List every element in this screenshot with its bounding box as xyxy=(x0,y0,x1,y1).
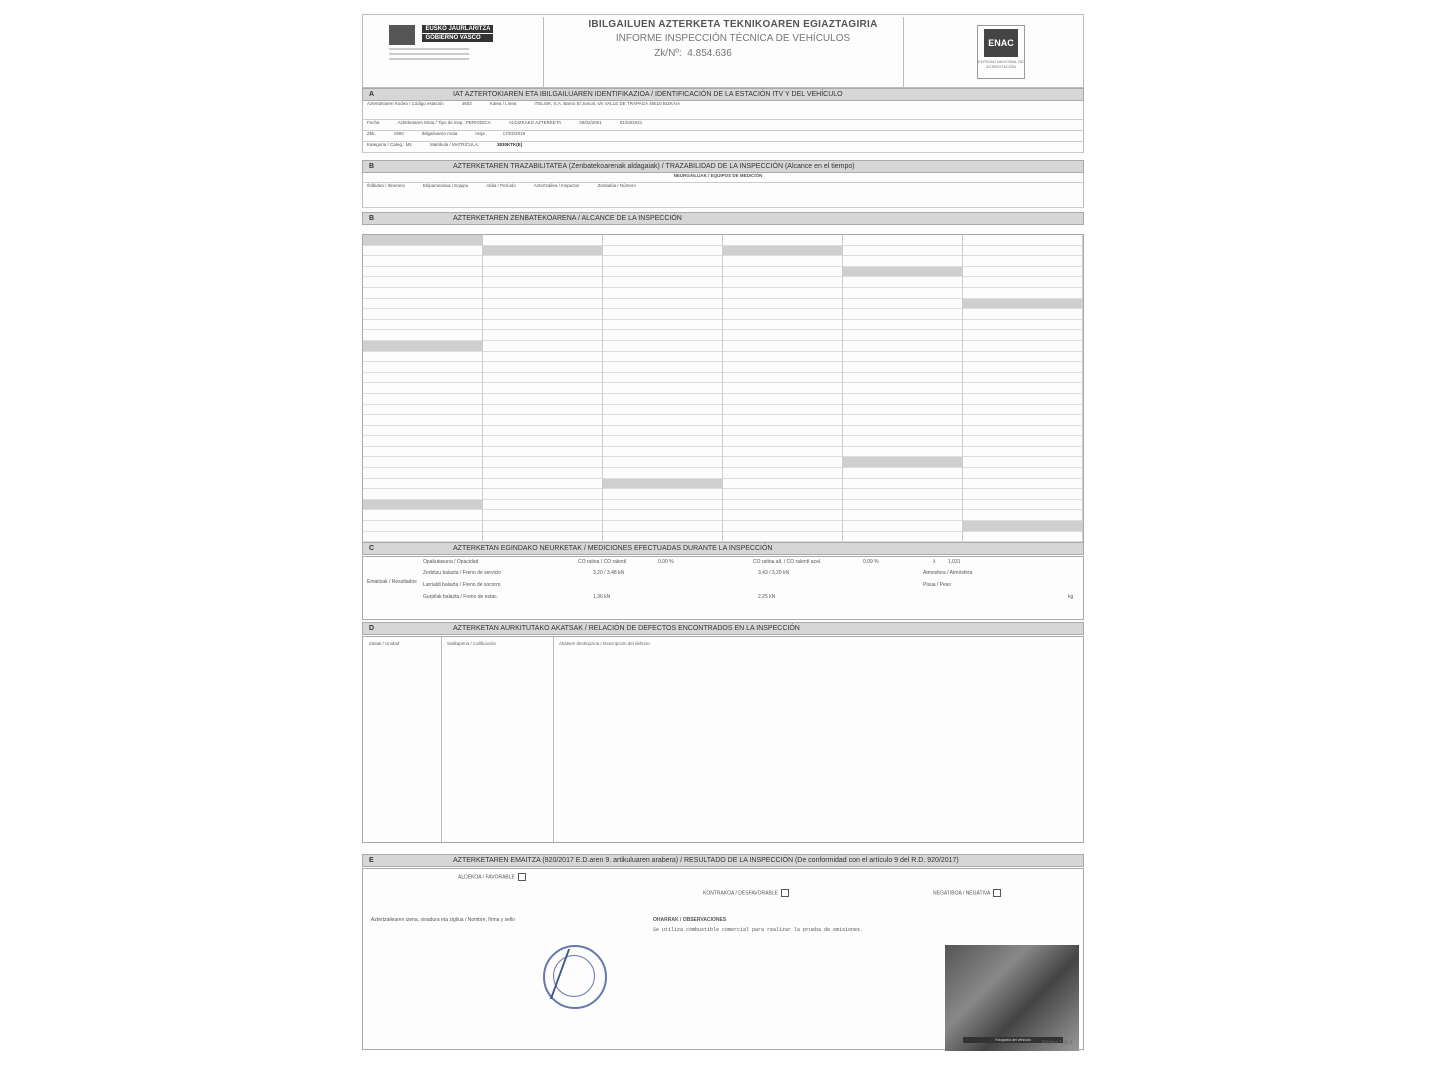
scope-cell xyxy=(483,299,603,310)
scope-cell xyxy=(363,500,483,511)
inspection-document xyxy=(360,12,1085,1052)
scope-cell xyxy=(483,309,603,320)
scope-cell xyxy=(603,288,723,299)
scope-cell xyxy=(723,489,843,500)
scope-cell xyxy=(843,330,963,341)
scope-cell xyxy=(723,352,843,363)
scope-cell xyxy=(603,299,723,310)
scope-cell xyxy=(963,352,1083,363)
scope-cell xyxy=(603,521,723,532)
scope-cell xyxy=(603,489,723,500)
scope-cell xyxy=(843,352,963,363)
scope-cell xyxy=(723,373,843,384)
scope-cell xyxy=(363,383,483,394)
scope-cell xyxy=(723,299,843,310)
scope-cell xyxy=(603,405,723,416)
scope-cell xyxy=(963,277,1083,288)
station-row-2: Fecha Azterketaren Mota / Tipo de insp.: PERIODICA ALDIZKAKO AZTERKETA 28/02/2001 01/03/2021 xyxy=(362,120,1084,131)
scope-cell xyxy=(603,468,723,479)
scope-cell xyxy=(723,426,843,437)
scope-cell xyxy=(363,362,483,373)
defects-col-rating: Sailkapena / Calificación xyxy=(447,641,497,646)
scope-cell xyxy=(483,436,603,447)
scope-cell xyxy=(843,521,963,532)
scope-cell xyxy=(363,309,483,320)
co-high-label: CO ratioa alt. / CO ralentí acel. xyxy=(753,559,822,565)
number-label: Zk/Nº: xyxy=(654,48,682,59)
weight-label: Pisua / Peso xyxy=(923,582,952,588)
scope-cell xyxy=(963,394,1083,405)
scope-cell xyxy=(963,341,1083,352)
scope-cell xyxy=(363,415,483,426)
scope-cell xyxy=(963,521,1083,532)
scope-cell xyxy=(363,510,483,521)
scope-cell xyxy=(603,330,723,341)
scope-cell xyxy=(963,436,1083,447)
scope-cell xyxy=(963,256,1083,267)
scope-cell xyxy=(603,309,723,320)
coat-of-arms-icon xyxy=(389,25,415,45)
scope-cell xyxy=(723,500,843,511)
scope-cell xyxy=(963,479,1083,490)
scope-cell xyxy=(723,320,843,331)
section-e-header: E AZTERKETAREN EMAITZA (920/2017 E.D.aren 9. artikuluaren arabera) / RESULTADO DE LA INSPECCIÓN (De conformidad con el artículo 9 del R.D. 920/2017) xyxy=(362,854,1084,867)
scope-cell xyxy=(483,341,603,352)
negative-checkbox[interactable] xyxy=(993,889,1001,897)
scope-cell xyxy=(363,235,483,246)
brake-service-label: Zerbitzu balazta / Freno de servicio xyxy=(423,570,502,576)
scope-cell xyxy=(963,468,1083,479)
weight-unit: kg xyxy=(1068,594,1074,600)
document-header xyxy=(362,14,1084,88)
result-negative: NEGATIBOA / NEGATIVA xyxy=(933,889,1001,897)
gov-name-eu: EUSKO JAURLARITZA xyxy=(422,25,493,33)
photo-caption: Fotografía del vehículo xyxy=(963,1037,1063,1043)
observations-label: OHARRAK / OBSERVACIONES xyxy=(653,917,727,923)
scope-cell xyxy=(843,277,963,288)
scope-cell xyxy=(363,468,483,479)
scope-cell xyxy=(603,277,723,288)
results-label: Emaitzak / Resultados xyxy=(367,579,417,585)
result-section xyxy=(362,868,1084,1050)
co-value: 0,00 % xyxy=(658,559,674,565)
scope-cell xyxy=(483,521,603,532)
scope-cell xyxy=(843,479,963,490)
scope-cell xyxy=(963,299,1083,310)
scope-cell xyxy=(483,277,603,288)
scope-cell xyxy=(963,373,1083,384)
scope-cell xyxy=(363,479,483,490)
result-unfavorable: KONTRAKOA / DESFAVORABLE xyxy=(703,889,789,897)
scope-cell xyxy=(723,362,843,373)
scope-cell xyxy=(963,415,1083,426)
scope-cell xyxy=(963,510,1083,521)
vehicle-photo xyxy=(945,945,1079,1051)
scope-cell xyxy=(363,352,483,363)
scope-cell xyxy=(483,352,603,363)
scope-cell xyxy=(363,277,483,288)
scope-cell xyxy=(723,468,843,479)
scope-cell xyxy=(963,489,1083,500)
scope-cell xyxy=(963,447,1083,458)
scope-cell xyxy=(483,426,603,437)
defects-col-description: Akatsen deskripzioa / Descripción del defecto xyxy=(559,641,650,646)
scope-cell xyxy=(603,267,723,278)
section-a-header: A IAT AZTERTOKIAREN ETA IBILGAILUAREN IDENTIFIKAZIOA / IDENTIFICACIÓN DE LA ESTACIÓN ITV Y DEL VEHÍCULO xyxy=(362,88,1084,101)
scope-cell xyxy=(843,362,963,373)
scope-cell xyxy=(363,532,483,543)
scope-cell xyxy=(843,436,963,447)
scope-cell xyxy=(603,457,723,468)
scope-cell xyxy=(843,532,963,543)
scope-cell xyxy=(363,373,483,384)
title-basque: IBILGAILUEN AZTERKETA TEKNIKOAREN EGIAZTAGIRIA xyxy=(588,19,878,30)
scope-cell xyxy=(963,320,1083,331)
scope-cell xyxy=(723,246,843,257)
scope-cell xyxy=(963,288,1083,299)
scope-cell xyxy=(483,415,603,426)
equipment-subheader: NEURGAILUAK / EQUIPOS DE MEDICIÓN xyxy=(362,173,1084,183)
scope-cell xyxy=(963,267,1083,278)
scope-cell xyxy=(843,457,963,468)
scope-cell xyxy=(363,447,483,458)
section-b1-header: B AZTERKETAREN TRAZABILITATEA (Zenbatekoarenak aldagaiak) / TRAZABILIDAD DE LA INSPECCIÓN (Alcance en el tiempo) xyxy=(362,160,1084,173)
scope-cell xyxy=(843,405,963,416)
scope-cell xyxy=(603,500,723,511)
scope-cell xyxy=(843,267,963,278)
scope-cell xyxy=(363,426,483,437)
scope-cell xyxy=(363,405,483,416)
scope-cell xyxy=(723,447,843,458)
section-d-header: D AZTERKETAN AURKITUTAKO AKATSAK / RELACIÓN DE DEFECTOS ENCONTRADOS EN LA INSPECCIÓN xyxy=(362,622,1084,635)
scope-cell xyxy=(723,288,843,299)
scope-cell xyxy=(963,330,1083,341)
scope-cell xyxy=(843,500,963,511)
scope-cell xyxy=(483,320,603,331)
scope-cell xyxy=(963,235,1083,246)
scope-cell xyxy=(843,426,963,437)
scope-cell xyxy=(843,299,963,310)
scope-cell xyxy=(723,267,843,278)
scope-cell xyxy=(363,256,483,267)
unfavorable-checkbox[interactable] xyxy=(781,889,789,897)
defects-col-unit: Zatiak / Unidad xyxy=(369,641,400,646)
scope-cell xyxy=(843,309,963,320)
brake-value-3: 1,36 kN xyxy=(593,594,611,600)
scope-cell xyxy=(843,341,963,352)
scope-cell xyxy=(723,479,843,490)
brake-value-1: 3,20 / 3,48 kN xyxy=(593,570,625,576)
section-b2-header: B AZTERKETAREN ZENBATEKOARENA / ALCANCE DE LA INSPECCIÓN xyxy=(362,212,1084,225)
signature-label: Aztertzailearen izena, sinadura eta zigilua / Nombre, firma y sello xyxy=(371,917,515,923)
station-row-4: Kategoria / Categ.: M1 Matrikula / MATRÍCULA: 3830KTK(E) xyxy=(362,142,1084,153)
scope-cell xyxy=(843,447,963,458)
scope-cell xyxy=(723,383,843,394)
scope-cell xyxy=(723,532,843,543)
scope-cell xyxy=(363,320,483,331)
scope-cell xyxy=(843,489,963,500)
scope-cell xyxy=(603,532,723,543)
scope-cell xyxy=(603,479,723,490)
favorable-checkbox[interactable] xyxy=(518,873,526,881)
scope-cell xyxy=(723,405,843,416)
scope-cell xyxy=(843,320,963,331)
scope-cell xyxy=(723,309,843,320)
scope-cell xyxy=(363,521,483,532)
scope-cell xyxy=(963,405,1083,416)
scope-cell xyxy=(363,394,483,405)
scope-cell xyxy=(483,489,603,500)
brake-value-2: 3,43 / 3,20 kN xyxy=(758,570,790,576)
lambda-label: λ xyxy=(933,559,936,565)
scope-cell xyxy=(483,405,603,416)
enac-logo: ENAC ENTIDAD NACIONAL DE ACREDITACIÓN xyxy=(977,25,1025,79)
scope-cell xyxy=(603,352,723,363)
scope-cell xyxy=(603,510,723,521)
station-row-1: Aztertokiaren Kodea / Código estación 4603 Kalea / Línea ITELSIK, S.A. Barrio El Juncal, s/n VALLE DE TRAPAGA 48510 BIZKAIA xyxy=(362,101,1084,120)
scope-cell xyxy=(363,267,483,278)
scope-cell xyxy=(603,426,723,437)
scope-cell xyxy=(363,341,483,352)
document-number: 4.854.636 xyxy=(687,48,732,59)
scope-cell xyxy=(363,457,483,468)
scope-cell xyxy=(723,394,843,405)
scope-cell xyxy=(723,457,843,468)
scope-cell xyxy=(843,510,963,521)
scope-cell xyxy=(963,246,1083,257)
scope-cell xyxy=(963,383,1083,394)
section-c-header: C AZTERKETAN EGINDAKO NEURKETAK / MEDICIONES EFECTUADAS DURANTE LA INSPECCIÓN xyxy=(362,542,1084,555)
page-footer: Página 1 de 1 xyxy=(1042,1040,1073,1046)
scope-cell xyxy=(363,330,483,341)
scope-cell xyxy=(363,489,483,500)
scope-cell xyxy=(603,362,723,373)
brake-emergency-label: Larrialdi balazta / Freno de socorro xyxy=(423,582,501,588)
station-row-3: Zbk. 1900 Ibilgailuaren mota Hoja 17/02/2019 xyxy=(362,131,1084,142)
scope-cell xyxy=(603,320,723,331)
scope-cell xyxy=(603,394,723,405)
scope-cell xyxy=(483,256,603,267)
scope-cell xyxy=(483,468,603,479)
brake-value-4: 2,25 kN xyxy=(758,594,776,600)
scope-cell xyxy=(483,394,603,405)
scope-cell xyxy=(483,383,603,394)
brake-parking-label: Gurpilak balazta / Freno de estac. xyxy=(423,594,499,600)
scope-cell xyxy=(603,256,723,267)
scope-cell xyxy=(603,383,723,394)
title-spanish: INFORME INSPECCIÓN TÉCNICA DE VEHÍCULOS xyxy=(615,33,851,44)
scope-cell xyxy=(723,256,843,267)
scope-cell xyxy=(603,447,723,458)
scope-cell xyxy=(483,362,603,373)
inspection-scope-grid xyxy=(362,234,1084,544)
scope-cell xyxy=(603,415,723,426)
result-favorable: ALDEKOA / FAVORABLE xyxy=(458,873,526,881)
scope-cell xyxy=(963,457,1083,468)
equipment-row: Ibilbidea / Itinerario Ekipamendua / Equipo Aldia / Período Aztertzailea / Inspector Zenbakia / Número xyxy=(362,183,1084,208)
scope-cell xyxy=(483,510,603,521)
gov-name-es: GOBIERNO VASCO xyxy=(422,34,493,42)
scope-cell xyxy=(843,256,963,267)
scope-cell xyxy=(723,341,843,352)
opacity-label: Opakutasuna / Opacidad xyxy=(423,559,479,565)
observation-text: Se utiliza combustible comercial para realizar la prueba de emisiones. xyxy=(653,927,864,933)
fuel-label: Atmosfera / Atmósfera xyxy=(923,570,973,576)
scope-cell xyxy=(363,246,483,257)
scope-cell xyxy=(843,288,963,299)
scope-cell xyxy=(723,330,843,341)
lambda-value: 1,031 xyxy=(948,559,961,565)
scope-cell xyxy=(603,436,723,447)
scope-cell xyxy=(723,436,843,447)
scope-cell xyxy=(843,383,963,394)
scope-cell xyxy=(843,235,963,246)
scope-cell xyxy=(843,415,963,426)
scope-cell xyxy=(483,235,603,246)
scope-cell xyxy=(723,510,843,521)
scope-cell xyxy=(963,426,1083,437)
scope-cell xyxy=(723,415,843,426)
scope-cell xyxy=(843,468,963,479)
scope-cell xyxy=(963,309,1083,320)
scope-cell xyxy=(843,246,963,257)
scope-cell xyxy=(843,373,963,384)
scope-cell xyxy=(483,373,603,384)
scope-cell xyxy=(723,277,843,288)
scope-cell xyxy=(963,362,1083,373)
scope-cell xyxy=(483,532,603,543)
scope-cell xyxy=(963,532,1083,543)
scope-cell xyxy=(843,394,963,405)
co-label: CO ratioa / CO ralentí xyxy=(578,559,627,565)
scope-cell xyxy=(603,246,723,257)
scope-cell xyxy=(963,500,1083,511)
scope-cell xyxy=(603,341,723,352)
scope-cell xyxy=(603,373,723,384)
scope-cell xyxy=(483,479,603,490)
scope-cell xyxy=(483,288,603,299)
scope-cell xyxy=(483,267,603,278)
defects-table xyxy=(362,636,1084,843)
scope-cell xyxy=(723,521,843,532)
scope-cell xyxy=(483,457,603,468)
scope-cell xyxy=(483,330,603,341)
scope-cell xyxy=(483,447,603,458)
scope-cell xyxy=(363,288,483,299)
scope-cell xyxy=(483,500,603,511)
co-high-value: 0,09 % xyxy=(863,559,879,565)
scope-cell xyxy=(723,235,843,246)
scope-cell xyxy=(603,235,723,246)
scope-cell xyxy=(363,299,483,310)
measurements-table xyxy=(362,556,1084,620)
scope-cell xyxy=(483,246,603,257)
scope-cell xyxy=(363,436,483,447)
